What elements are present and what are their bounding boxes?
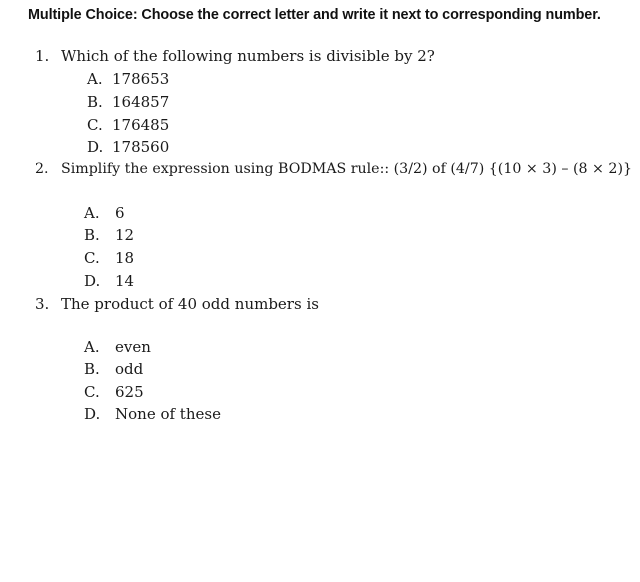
question-1-option-d bbox=[87, 138, 169, 156]
question-3-option-a bbox=[84, 338, 151, 356]
option-letter: D. bbox=[87, 138, 104, 156]
question-number: 2. bbox=[35, 161, 49, 177]
question-2-option-d bbox=[84, 272, 134, 290]
option-text: odd bbox=[115, 360, 144, 378]
option-text: 6 bbox=[115, 204, 125, 222]
question-text: Which of the following numbers is divisible by 2? bbox=[61, 47, 435, 65]
question-3-option-d bbox=[84, 405, 221, 423]
option-letter: B. bbox=[87, 93, 103, 111]
question-text: The product of 40 odd numbers is bbox=[61, 295, 319, 313]
question-text: Simplify the expression using BODMAS rule:: (3/2) of (4/7) {(10 × 3) – (8 × 2)} bbox=[61, 161, 633, 177]
question-number: 1. bbox=[35, 47, 50, 65]
question-2-option-c bbox=[84, 249, 134, 267]
option-text: 164857 bbox=[112, 93, 170, 111]
option-letter: D. bbox=[84, 405, 101, 423]
option-text: 625 bbox=[115, 383, 144, 401]
option-letter: B. bbox=[84, 360, 100, 378]
option-letter: A. bbox=[87, 70, 103, 88]
option-text: 176485 bbox=[112, 116, 170, 134]
option-letter: D. bbox=[84, 272, 101, 290]
option-letter: C. bbox=[84, 249, 100, 267]
instructions-heading: Multiple Choice: Choose the correct letter and write it next to corresponding number. bbox=[28, 7, 601, 23]
option-letter: C. bbox=[84, 383, 100, 401]
question-2-option-a bbox=[84, 204, 125, 222]
option-letter: C. bbox=[87, 116, 103, 134]
question-2 bbox=[35, 161, 632, 177]
option-text: 178653 bbox=[112, 70, 170, 88]
question-1-option-a bbox=[87, 70, 169, 88]
question-number: 3. bbox=[35, 295, 50, 313]
option-letter: B. bbox=[84, 226, 100, 244]
option-letter: A. bbox=[84, 338, 100, 356]
option-letter: A. bbox=[84, 204, 100, 222]
option-text: None of these bbox=[115, 405, 221, 423]
question-1-option-b bbox=[87, 93, 169, 111]
question-2-option-b bbox=[84, 226, 134, 244]
option-text: 14 bbox=[115, 272, 135, 290]
question-3-option-c bbox=[84, 383, 144, 401]
option-text: 12 bbox=[115, 226, 135, 244]
question-3 bbox=[35, 295, 319, 313]
question-1-option-c bbox=[87, 116, 169, 134]
option-text: even bbox=[115, 338, 151, 356]
option-text: 178560 bbox=[112, 138, 170, 156]
option-text: 18 bbox=[115, 249, 135, 267]
question-1 bbox=[35, 47, 435, 65]
question-3-option-b bbox=[84, 360, 143, 378]
